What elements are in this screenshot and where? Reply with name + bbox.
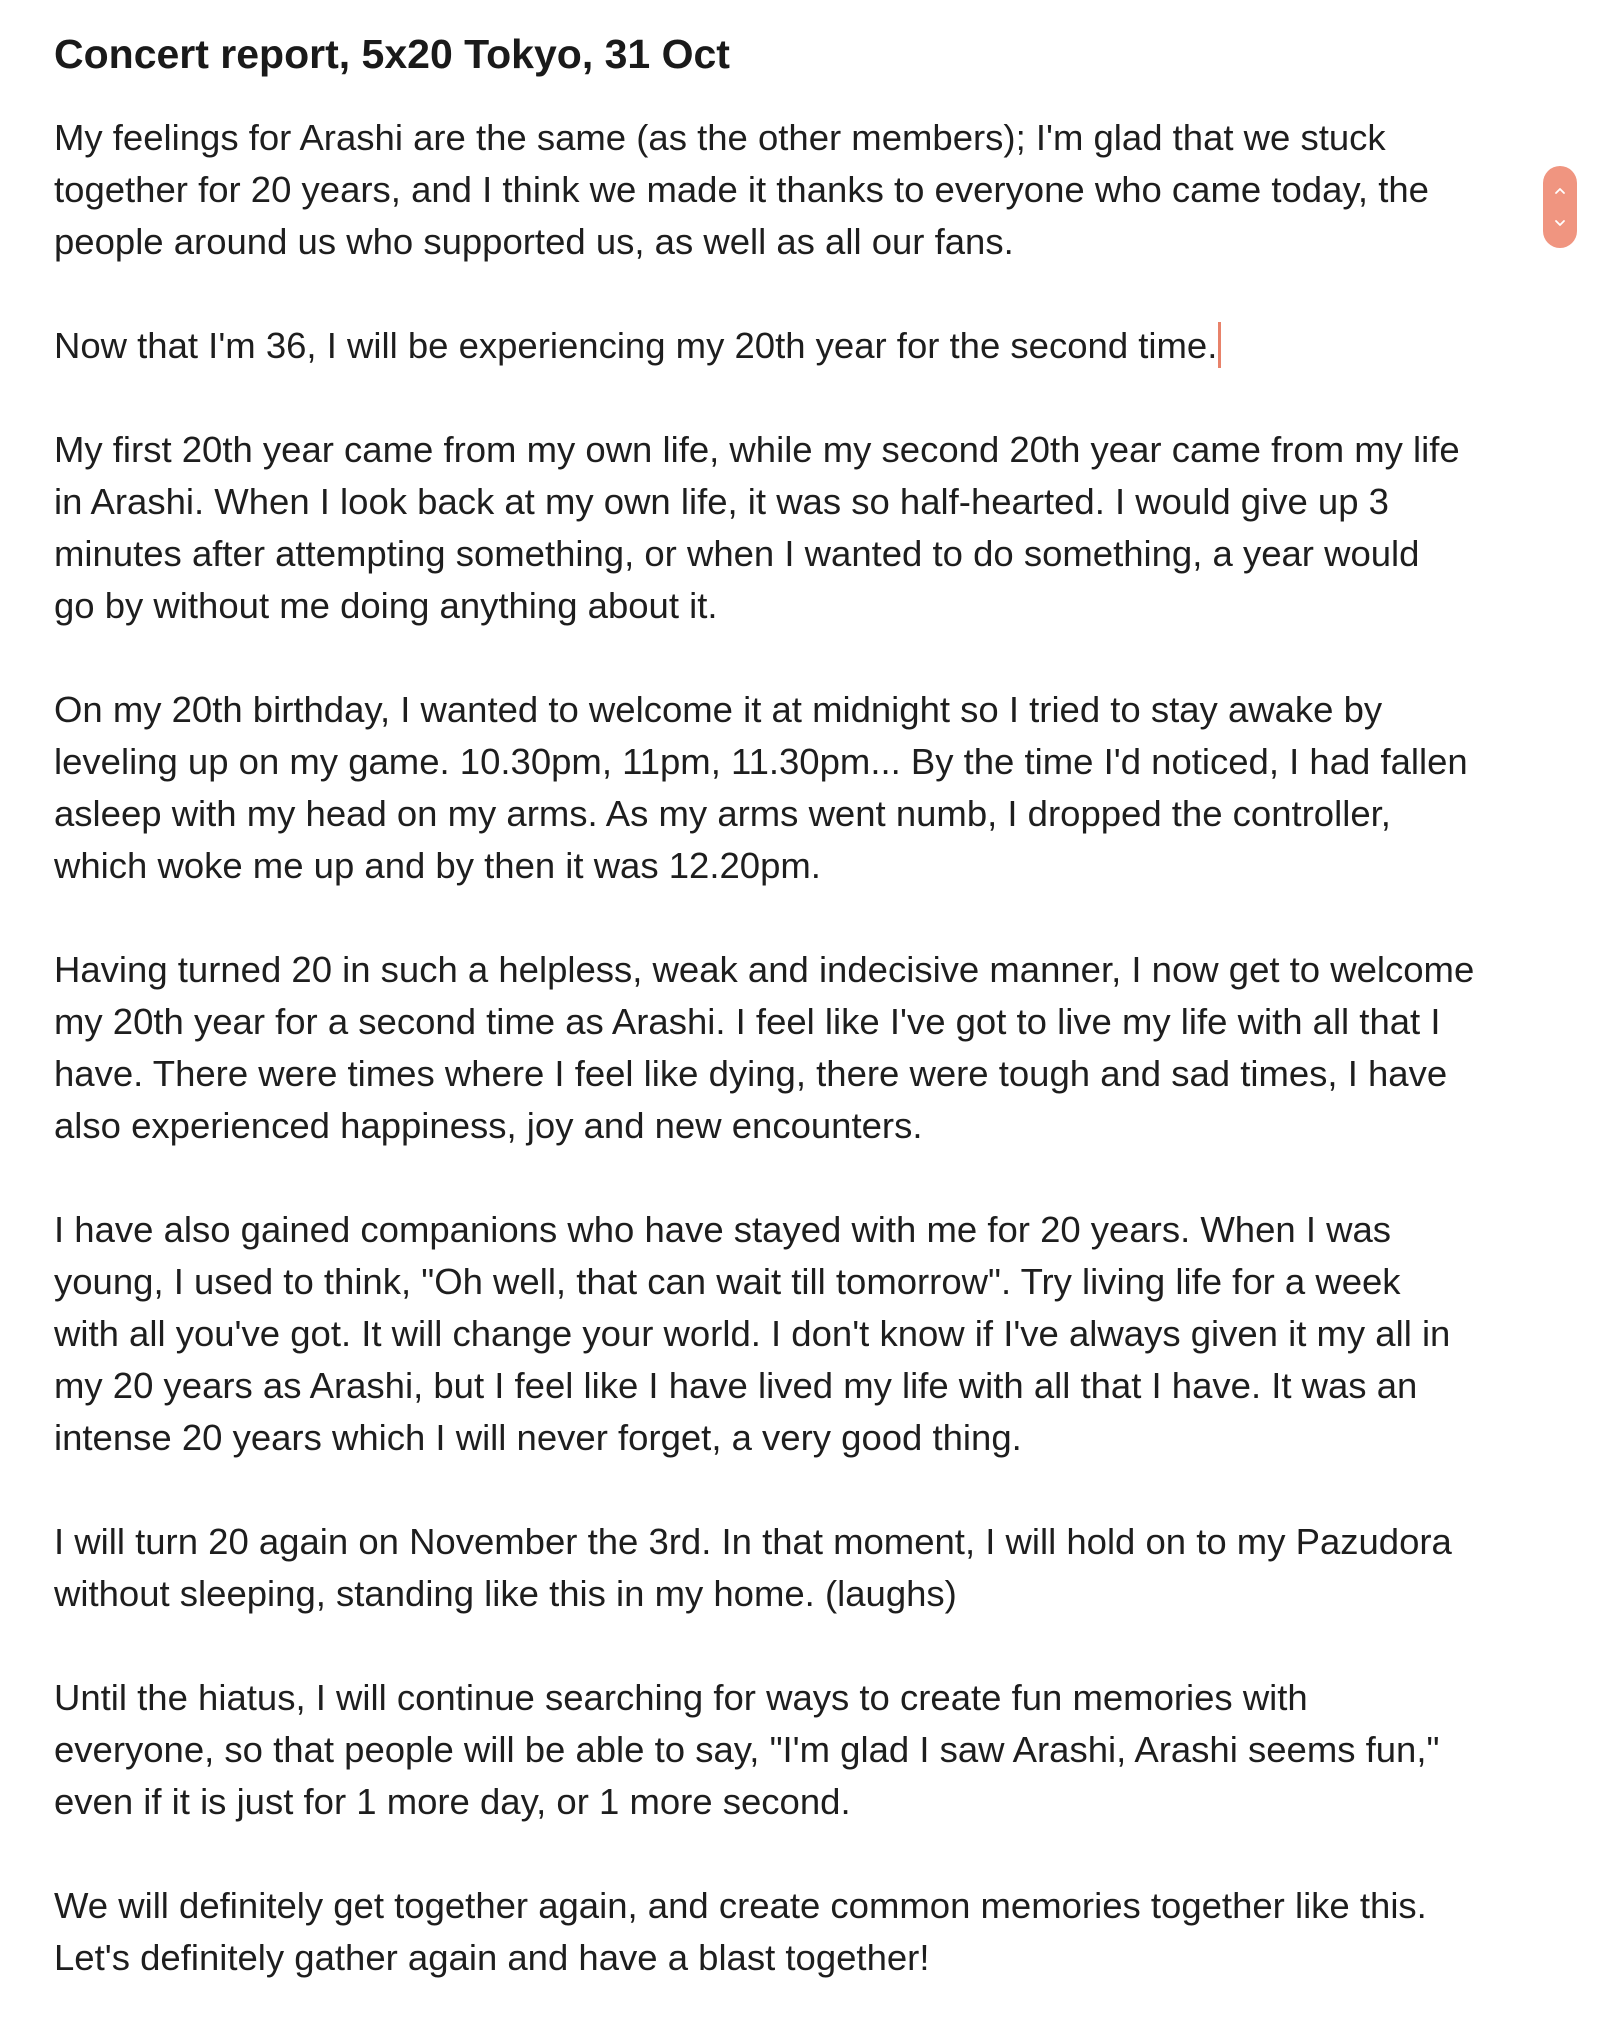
paragraph <box>54 320 1554 372</box>
text-line: people around us who supported us, as well as all our fans. <box>54 221 1014 262</box>
text-line: minutes after attempting something, or when I wanted to do something, a year would <box>54 533 1420 574</box>
text-line: My first 20th year came from my own life, while my second 20th year came from my life <box>54 429 1460 470</box>
text-line: asleep with my head on my arms. As my arms went numb, I dropped the controller, <box>54 793 1391 834</box>
text-line: go by without me doing anything about it. <box>54 585 718 626</box>
note-body-editor[interactable] <box>54 112 1554 1984</box>
text-line: even if it is just for 1 more day, or 1 more second. <box>54 1781 851 1822</box>
text-line: I will turn 20 again on November the 3rd. In that moment, I will hold on to my Pazudora <box>54 1521 1452 1562</box>
text-line <box>54 320 1554 372</box>
paragraph <box>54 1672 1554 1828</box>
text-line: leveling up on my game. 10.30pm, 11pm, 11.30pm... By the time I'd noticed, I had fallen <box>54 741 1468 782</box>
text-line: Until the hiatus, I will continue searching for ways to create fun memories with <box>54 1677 1308 1718</box>
text-line: My feelings for Arashi are the same (as the other members); I'm glad that we stuck <box>54 117 1386 158</box>
text-line: which woke me up and by then it was 12.20pm. <box>54 845 821 886</box>
paragraph <box>54 1516 1554 1620</box>
fast-scroll-handle[interactable] <box>1543 166 1577 248</box>
paragraph <box>54 424 1554 632</box>
text-line: without sleeping, standing like this in my home. (laughs) <box>54 1573 957 1614</box>
text-line: everyone, so that people will be able to say, "I'm glad I saw Arashi, Arashi seems fun," <box>54 1729 1440 1770</box>
text-line: my 20 years as Arashi, but I feel like I have lived my life with all that I have. It was an <box>54 1365 1418 1406</box>
chevron-up-icon <box>1554 185 1566 197</box>
text-line: also experienced happiness, joy and new encounters. <box>54 1105 923 1146</box>
text-line: in Arashi. When I look back at my own life, it was so half-hearted. I would give up 3 <box>54 481 1389 522</box>
text-line: my 20th year for a second time as Arashi. I feel like I've got to live my life with all that I <box>54 1001 1441 1042</box>
text-line: young, I used to think, "Oh well, that can wait till tomorrow". Try living life for a week <box>54 1261 1401 1302</box>
paragraph <box>54 944 1554 1152</box>
text-line: Let's definitely gather again and have a blast together! <box>54 1937 930 1978</box>
note-title[interactable]: Concert report, 5x20 Tokyo, 31 Oct <box>54 31 730 77</box>
text-line: intense 20 years which I will never forget, a very good thing. <box>54 1417 1022 1458</box>
paragraph <box>54 1204 1554 1464</box>
text-line-content: Now that I'm 36, I will be experiencing my 20th year for the second time. <box>54 325 1218 366</box>
text-line: together for 20 years, and I think we made it thanks to everyone who came today, the <box>54 169 1429 210</box>
text-line: Having turned 20 in such a helpless, weak and indecisive manner, I now get to welcome <box>54 949 1475 990</box>
text-cursor <box>1218 322 1221 368</box>
paragraph <box>54 112 1554 268</box>
text-line: have. There were times where I feel like dying, there were tough and sad times, I have <box>54 1053 1448 1094</box>
text-line: We will definitely get together again, and create common memories together like this. <box>54 1885 1427 1926</box>
text-line: I have also gained companions who have stayed with me for 20 years. When I was <box>54 1209 1392 1250</box>
chevron-down-icon <box>1554 217 1566 229</box>
text-line: with all you've got. It will change your world. I don't know if I've always given it my all in <box>54 1313 1451 1354</box>
paragraph <box>54 1880 1554 1984</box>
text-line: On my 20th birthday, I wanted to welcome it at midnight so I tried to stay awake by <box>54 689 1383 730</box>
paragraph <box>54 684 1554 892</box>
